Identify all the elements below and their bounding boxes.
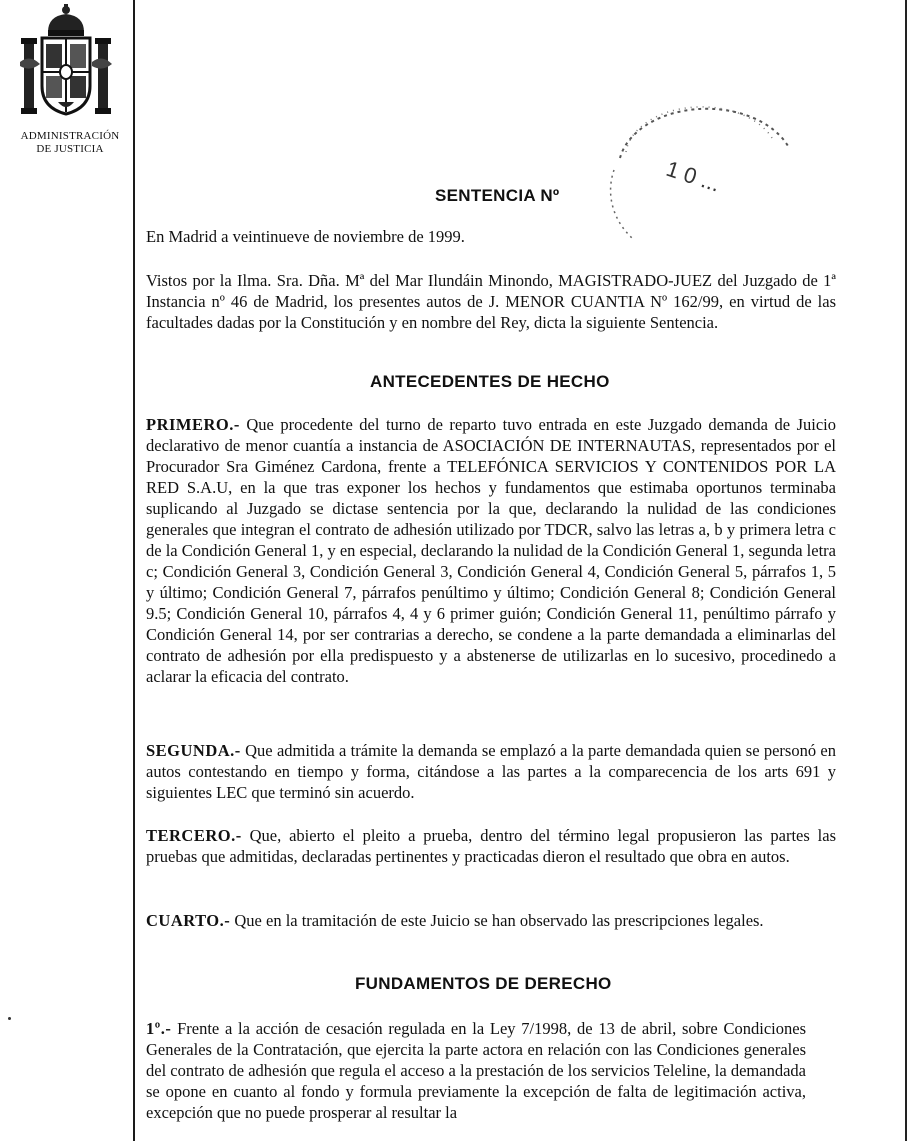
paragraph-lead: SEGUNDA.- — [146, 741, 241, 760]
paragraph-body: Que, abierto el pleito a prueba, dentro del término legal propusieron las partes las pruebas que admitidas, declaradas pertinentes y practicadas dieron el resultado que obra en autos. — [146, 826, 836, 866]
institution-line-1: ADMINISTRACIÓN — [20, 130, 120, 142]
paragraph-lead: TERCERO.- — [146, 826, 242, 845]
paragraph-body: Frente a la acción de cesación regulada en la Ley 7/1998, de 13 de abril, sobre Condiciones Generales de la Contratación, que ejercita la parte actora en relación con las Condiciones generales del contrato de adhesión que regula el acceso a la prestación de los servicios Teleline, la demandada se opone en cuanto al fondo y formula previamente la excepción de falta de legitimación activa, excepción que no puede prosperar al resultar la — [146, 1019, 806, 1122]
paragraph-primero — [146, 414, 836, 687]
institution-line-2: DE JUSTICIA — [36, 143, 104, 155]
paragraph-cuarto — [146, 910, 836, 931]
section-heading-fundamentos: FUNDAMENTOS DE DERECHO — [355, 974, 612, 993]
spanish-coat-of-arms-icon — [18, 2, 114, 124]
paragraph-body: Que procedente del turno de reparto tuvo entrada en este Juzgado demanda de Juicio declarativo de menor cuantía a instancia de ASOCIACIÓN DE INTERNAUTAS, representados por el Procurador Sra Giménez Cardona, frente a TELEFÓNICA SERVICIOS Y CONTENIDOS POR LA RED S.A.U, en la que tras exponer los hechos y fundamentos que estimaba oportunos terminaba suplicando al Juzgado se dictase sentencia por la que, declarando la nulidad de las condiciones generales que integran el contrato de adhesión utilizado por TDCR, salvo las letras a, b y primera letra c de la Condición General 1, y en especial, declarando la nulidad de la Condición General 1, segunda letra c; Condición General 3, Condición General 3, Condición General 4, Condición General 5, párrafos 1, 5 y último; Condición General 7, párrafos penúltimo y último; Condición General 8; Condición General 9.5; Condición General 10, párrafos 4, 4 y 6 primer guión; Condición General 11, penúltimo párrafo y Condición General 14, por ser contrarias a derecho, se condene a la parte demandada a eliminarlas del contrato de adhesión por ella predispuesto y a abstenerse de utilizarlas en lo sucesivo, procedinedo a aclarar la eficacia del contrato. — [146, 415, 836, 686]
document-title: SENTENCIA Nº — [435, 186, 560, 205]
paragraph-tercero — [146, 825, 836, 867]
institution-label — [6, 130, 134, 156]
paragraph-lead: PRIMERO.- — [146, 415, 240, 434]
paragraph-segunda — [146, 740, 836, 803]
stamp-text: 1 0 ... — [663, 155, 724, 197]
paragraph-body: Que admitida a trámite la demanda se emplazó a la parte demandada quien se personó en autos contestando en tiempo y forma, citándose a las partes a la comparecencia de los arts 691 y siguientes LEC que terminó sin acuerdo. — [146, 741, 836, 802]
scan-speck — [8, 1017, 11, 1020]
paragraph-lead: 1º.- — [146, 1019, 172, 1038]
paragraph-fundamento-1 — [146, 1018, 806, 1123]
margin-rule — [133, 0, 135, 1141]
paragraph-lead: CUARTO.- — [146, 911, 231, 930]
section-heading-antecedentes: ANTECEDENTES DE HECHO — [370, 372, 610, 391]
right-edge-rule — [905, 0, 907, 1141]
paragraph-body: Que en la tramitación de este Juicio se han observado las prescripciones legales. — [230, 911, 764, 930]
date-line: En Madrid a veintinueve de noviembre de 1999. — [146, 227, 465, 246]
intro-paragraph: Vistos por la Ilma. Sra. Dña. Mª del Mar Ilundáin Minondo, MAGISTRADO-JUEZ del Juzgado de 1ª Instancia nº 46 de Madrid, los presentes autos de J. MENOR CUANTIA Nº 162/99, en virtud de las facultades dadas por la Constitución y en nombre del Rey, dicta la siguiente Sentencia. — [146, 271, 836, 332]
